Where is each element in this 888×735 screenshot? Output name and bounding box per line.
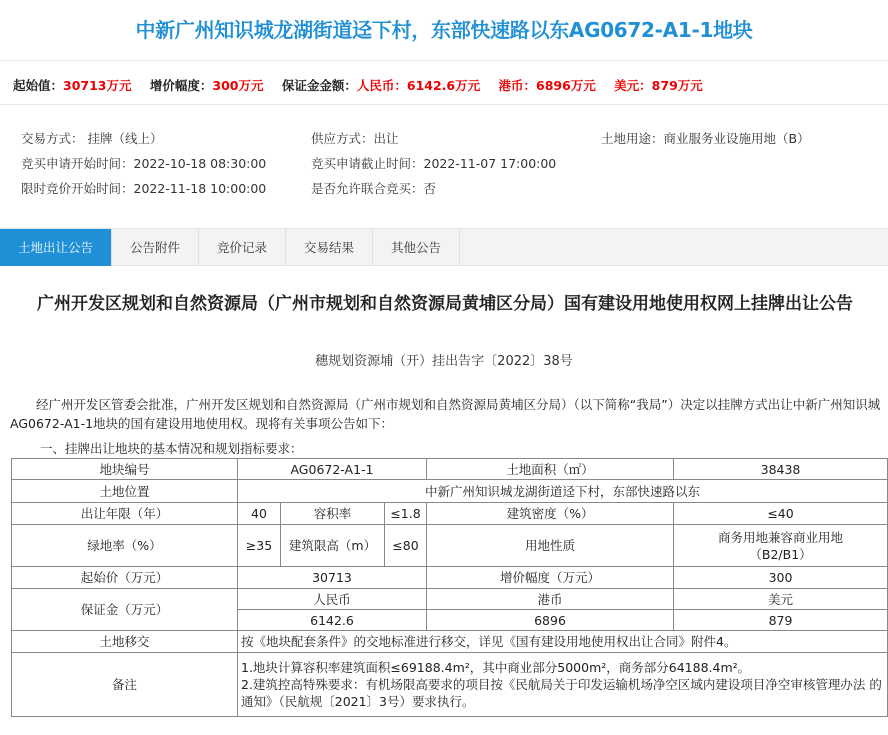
bid-start-time: 限时竞价开始时间：2022-11-18 10:00:00 xyxy=(21,181,267,196)
hkd-label: 港币： xyxy=(498,78,536,93)
apply-start-time: 竞买申请开始时间：2022-10-18 08:30:00 xyxy=(21,156,267,171)
trade-mode: 交易方式： 挂牌（线上） xyxy=(21,131,163,146)
rmb-value: 6142.6万元 xyxy=(406,78,481,93)
table-cell: ≤40 xyxy=(674,503,888,525)
increment-value: 300万元 xyxy=(212,78,264,93)
rmb-label: 人民币： xyxy=(356,78,407,93)
divider xyxy=(0,60,888,61)
table-cell: 容积率 xyxy=(281,503,385,525)
table-cell: 土地面积（㎡） xyxy=(427,459,674,480)
hkd-value: 6896万元 xyxy=(536,78,596,93)
land-use-line: 商务用地兼容商业用地 xyxy=(718,529,844,545)
usd-label: 美元： xyxy=(614,78,652,93)
table-cell: 6896 xyxy=(427,610,674,631)
table-cell: 保证金（万元） xyxy=(12,589,238,631)
table-row xyxy=(12,653,888,717)
table-cell: 38438 xyxy=(674,459,888,480)
tab-bid-records[interactable]: 竞价记录 xyxy=(199,229,286,266)
table-cell: 增价幅度（万元） xyxy=(427,567,674,589)
land-info-table xyxy=(11,458,888,717)
table-cell: 绿地率（%） xyxy=(12,525,238,567)
table-cell: 300 xyxy=(674,567,888,589)
remark-line: 1.地块计算容积率建筑面积≤69188.4m²，其中商业部分5000m²，商务部分64188.4m²。 xyxy=(241,660,751,675)
table-cell: AG0672-A1-1 xyxy=(238,459,427,480)
table-cell: 中新广州知识城龙湖街道迳下村，东部快速路以东 xyxy=(238,480,888,503)
start-price-label: 起始值： xyxy=(13,78,64,93)
supply-mode: 供应方式：出让 xyxy=(311,131,399,146)
increment-label: 增价幅度： xyxy=(149,78,213,93)
tab-attachments[interactable]: 公告附件 xyxy=(112,229,199,266)
tab-bar xyxy=(0,228,888,266)
table-row xyxy=(12,589,888,610)
table-cell: 用地性质 xyxy=(427,525,674,567)
table-cell: ≥35 xyxy=(238,525,281,567)
table-cell: 起始价（万元） xyxy=(12,567,238,589)
table-cell: 港币 xyxy=(427,589,674,610)
table-cell: 40 xyxy=(238,503,281,525)
announcement-title: 广州开发区规划和自然资源局（广州市规划和自然资源局黄埔区分局）国有建设用地使用权网上挂牌出让公告 xyxy=(37,294,853,314)
remark-line: 2.建筑控高特殊要求：有机场限高要求的项目按《民航局关于印发运输机场净空区域内建设项目净空审核管理办法 的通知》（民航规〔2021〕3号）要求执行。 xyxy=(241,677,882,709)
page-title: 中新广州知识城龙湖街道迳下村，东部快速路以东AG0672-A1-1地块 xyxy=(135,18,753,42)
table-cell: 美元 xyxy=(674,589,888,610)
table-cell: 地块编号 xyxy=(12,459,238,480)
table-cell: 30713 xyxy=(238,567,427,589)
table-row xyxy=(12,503,888,525)
land-use: 土地用途：商业服务业设施用地（B） xyxy=(601,131,810,146)
document-number: 穗规划资源埔（开）挂出告字〔2022〕38号 xyxy=(315,354,573,369)
joint-bid: 是否允许联合竞买：否 xyxy=(311,181,437,196)
table-row xyxy=(12,631,888,653)
table-cell: 按《地块配套条件》的交地标准进行移交，详见《国有建设用地使用权出让合同》附件4。 xyxy=(238,631,888,653)
start-price-value: 30713万元 xyxy=(63,78,132,93)
table-cell: ≤80 xyxy=(385,525,427,567)
land-use-line: （B2/B1） xyxy=(749,546,812,562)
table-row xyxy=(12,459,888,480)
section-heading: 一、挂牌出让地块的基本情况和规划指标要求： xyxy=(40,441,303,456)
tab-announcement[interactable]: 土地出让公告 xyxy=(0,229,112,266)
table-cell: 备注 xyxy=(12,653,238,717)
table-cell: 6142.6 xyxy=(238,610,427,631)
table-row xyxy=(12,525,888,567)
table-cell: 建筑密度（%） xyxy=(427,503,674,525)
table-cell xyxy=(238,653,888,717)
usd-value: 879万元 xyxy=(651,78,703,93)
intro-paragraph: 经广州开发区管委会批准，广州开发区规划和自然资源局（广州市规划和自然资源局黄埔区分局）（以下简称“我局”）决定以挂牌方式出让中新广州知识城AG0672-A1-1地块的国有建设用地使用权。现将有关事项公告如下： xyxy=(10,397,881,431)
table-cell: 土地移交 xyxy=(12,631,238,653)
table-cell: 879 xyxy=(674,610,888,631)
table-cell: 人民币 xyxy=(238,589,427,610)
tab-other[interactable]: 其他公告 xyxy=(373,229,460,266)
price-summary xyxy=(13,76,703,94)
table-cell: ≤1.8 xyxy=(385,503,427,525)
deposit-label: 保证金金额： xyxy=(281,78,357,93)
apply-end-time: 竞买申请截止时间：2022-11-07 17:00:00 xyxy=(311,156,557,171)
divider xyxy=(0,104,888,105)
table-row xyxy=(12,480,888,503)
tab-results[interactable]: 交易结果 xyxy=(286,229,373,266)
table-cell: 出让年限（年） xyxy=(12,503,238,525)
table-cell: 建筑限高（m） xyxy=(281,525,385,567)
table-cell: 土地位置 xyxy=(12,480,238,503)
table-cell xyxy=(674,525,888,567)
table-row xyxy=(12,567,888,589)
